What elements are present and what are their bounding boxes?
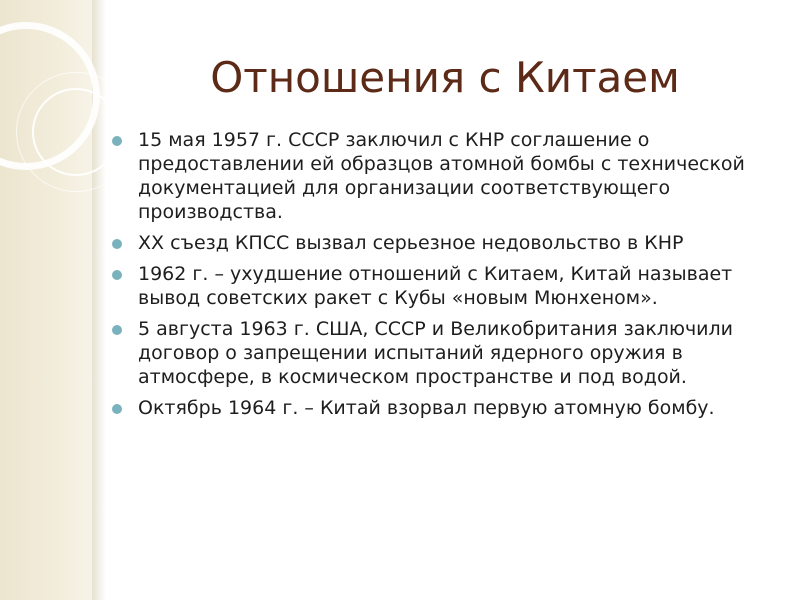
bullet-dot-icon (112, 270, 122, 280)
bullet-dot-icon (112, 404, 122, 414)
slide-title: Отношения с Китаем (210, 53, 680, 102)
bullet-list (112, 128, 782, 427)
bullet-item (112, 231, 782, 255)
bullet-text: XX съезд КПСС вызвал серьезное недовольство в КНР (138, 232, 684, 254)
bullet-item (112, 128, 782, 224)
bullet-item (112, 262, 782, 310)
bullet-dot-icon (112, 136, 122, 146)
bullet-text: 5 августа 1963 г. США, СССР и Великобритания заключили договор о запрещении испытаний ядерного оружия в атмосфере, в космическом пространстве и под водой. (138, 318, 734, 388)
bullet-item (112, 317, 782, 389)
bullet-dot-icon (112, 239, 122, 249)
bullet-text: 1962 г. – ухудшение отношений с Китаем, Китай называет вывод советских ракет с Кубы «новым Мюнхеном». (138, 263, 733, 309)
bullet-item (112, 396, 782, 420)
bullet-dot-icon (112, 325, 122, 335)
bullet-text: 15 мая 1957 г. СССР заключил с КНР соглашение о предоставлении ей образцов атомной бомбы с технической документацией для организации соответствующего производства. (138, 129, 745, 223)
bullet-text: Октябрь 1964 г. – Китай взорвал первую атомную бомбу. (138, 397, 715, 419)
